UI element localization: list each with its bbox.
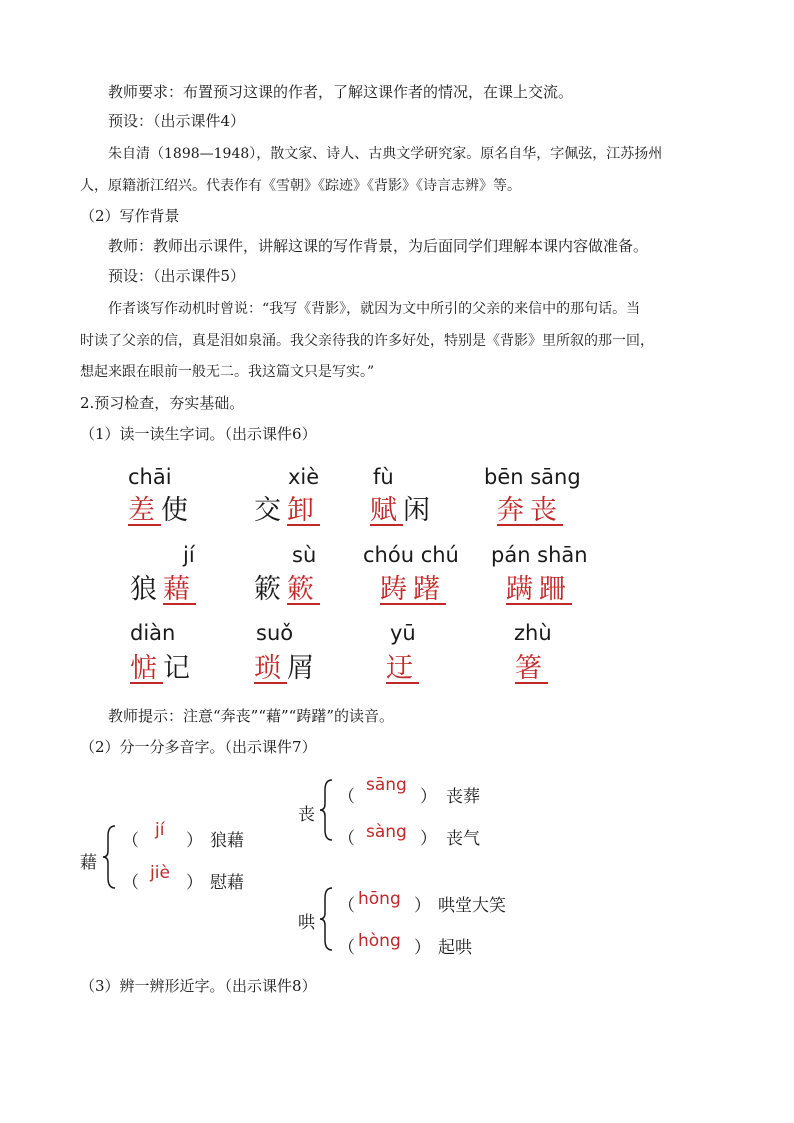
preset-2: 预设：（出示课件5）	[108, 267, 246, 285]
brace-ji-icon	[101, 824, 117, 890]
paren-ji-2-open: （	[122, 873, 139, 893]
char-xie: 卸	[287, 495, 320, 526]
brace-sang-icon	[318, 778, 334, 842]
pinyin-yu: yū	[390, 621, 416, 645]
polyphone-char-ji: 藉	[80, 853, 97, 873]
char-su-2: 簌	[287, 574, 320, 605]
word-dianji	[130, 646, 196, 685]
paren-sang-1-close: ）	[420, 787, 437, 807]
preset-1: 预设：（出示课件4）	[108, 112, 246, 130]
pinyin-fu: fù	[373, 465, 394, 489]
author-intro-line-1: 朱自清（1898—1948），散文家、诗人、古典文学研究家。原名自华，字佩弦，江苏扬州	[108, 146, 663, 162]
char-ji: 藉	[163, 574, 196, 605]
pinyin-hong-1: hōng	[358, 889, 401, 909]
word-sangqi: 丧气	[446, 829, 480, 849]
teacher-hint: 教师提示：注意“奔丧”“藉”“踌躇”的读音。	[108, 707, 395, 725]
char-shi: 使	[161, 495, 194, 526]
pinyin-chouchu: chóu chú	[363, 543, 459, 567]
paren-sang-2-close: ）	[420, 829, 437, 849]
pinyin-sang-1: sāng	[366, 775, 407, 795]
word-bensang	[497, 488, 563, 527]
paren-hong-2-open: （	[338, 938, 355, 958]
pinyin-dian: diàn	[130, 621, 176, 645]
author-intro-line-2: 人，原籍浙江绍兴。代表作有《雪朝》《踪迹》《背影》《诗言志辨》等。	[80, 178, 521, 194]
paren-hong-2-close: ）	[414, 938, 431, 958]
section-2-heading: 2.预习检查，夯实基础。	[80, 394, 245, 412]
paren-ji-1-open: （	[122, 831, 139, 851]
char-fu: 赋	[370, 495, 403, 526]
char-xian: 闲	[403, 495, 436, 526]
chars-panshan: 蹒跚	[506, 574, 572, 605]
chars-chouchu: 踌躇	[380, 574, 446, 605]
word-langji	[130, 567, 196, 606]
char-zhu: 箸	[515, 653, 548, 684]
word-zhu	[515, 646, 548, 685]
pinyin-xie: xiè	[288, 465, 320, 489]
word-langji-2: 狼藉	[210, 831, 244, 851]
pinyin-ji-1: jí	[155, 820, 165, 840]
paren-sang-2-open: （	[338, 829, 355, 849]
polyphone-char-hong: 哄	[298, 913, 315, 933]
pinyin-suo: suǒ	[256, 621, 294, 645]
quote-line-3: 想起来跟在眼前一般无二。我这篇文只是写实。”	[80, 364, 375, 380]
paren-hong-1-close: ）	[414, 896, 431, 916]
paren-ji-2-close: ）	[186, 873, 203, 893]
teacher-requirement: 教师要求：布置预习这课的作者，了解这课作者的情况，在课上交流。	[108, 83, 574, 101]
word-hongtangdaxiao: 哄堂大笑	[438, 896, 506, 916]
pinyin-sang-2: sàng	[366, 822, 407, 842]
pinyin-panshan: pán shān	[491, 543, 588, 567]
char-suo: 琐	[254, 653, 287, 684]
char-yu: 迂	[386, 653, 419, 684]
read-heading: （1）读一读生字词。（出示课件6）	[80, 425, 317, 443]
word-panshan	[506, 567, 572, 606]
paren-hong-1-open: （	[338, 896, 355, 916]
quote-line-1: 作者谈写作动机时曾说：“我写《背影》，就因为文中所引的父亲的来信中的那句话。当	[108, 301, 641, 317]
char-lang: 狼	[130, 574, 163, 605]
background-teacher: 教师：教师出示课件，讲解这课的写作背景，为后面同学们理解本课内容做准备。	[108, 237, 649, 255]
pinyin-chai: chāi	[128, 465, 172, 489]
char-ji-record: 记	[163, 653, 196, 684]
word-chouchu	[380, 567, 446, 606]
char-xie-crumb: 屑	[287, 653, 320, 684]
pinyin-bensang: bēn sāng	[484, 465, 581, 489]
word-fuxian	[370, 488, 436, 527]
pinyin-hong-2: hòng	[358, 931, 401, 951]
word-weiji: 慰藉	[210, 873, 244, 893]
chars-bensang: 奔丧	[497, 495, 563, 526]
pinyin-ji-2: jiè	[150, 863, 170, 883]
pinyin-ji: jí	[183, 543, 195, 567]
polyphone-char-sang: 丧	[298, 805, 315, 825]
word-chaishi	[128, 488, 194, 527]
word-yu	[386, 646, 419, 685]
word-sangzang: 丧葬	[446, 787, 480, 807]
char-chai: 差	[128, 495, 161, 526]
word-susu	[254, 567, 320, 606]
char-su-1: 簌	[254, 574, 287, 605]
background-heading: （2）写作背景	[80, 207, 180, 225]
shape-heading: （3）辨一辨形近字。（出示课件8）	[80, 977, 317, 995]
word-jiaoxie	[254, 488, 320, 527]
paren-ji-1-close: ）	[186, 831, 203, 851]
pinyin-zhu: zhù	[514, 621, 552, 645]
char-jiao: 交	[254, 495, 287, 526]
paren-sang-1-open: （	[338, 787, 355, 807]
word-suoxie	[254, 646, 320, 685]
polyphone-heading: （2）分一分多音字。（出示课件7）	[80, 738, 317, 756]
char-dian: 惦	[130, 653, 163, 684]
quote-line-2: 时读了父亲的信，真是泪如泉涌。我父亲待我的许多好处，特别是《背影》里所叙的那一回，	[80, 333, 654, 349]
pinyin-su: sù	[292, 543, 317, 567]
word-qihong: 起哄	[438, 938, 472, 958]
brace-hong-icon	[318, 886, 334, 952]
